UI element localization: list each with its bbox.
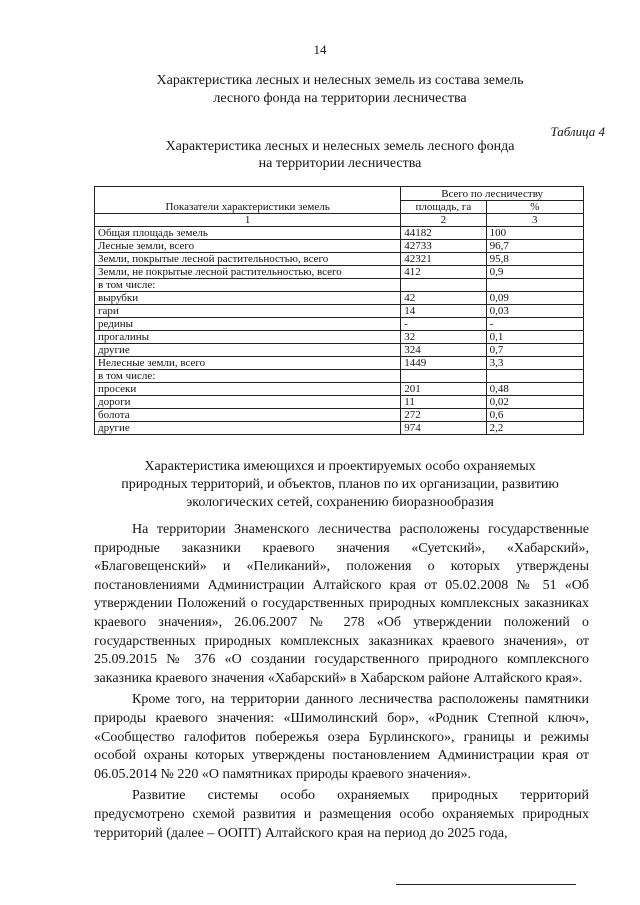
row-percent-cell: 0,03 bbox=[486, 305, 583, 318]
row-area-cell: 201 bbox=[401, 383, 486, 396]
row-area-cell: 1449 bbox=[401, 357, 486, 370]
row-name-cell: другие bbox=[95, 344, 401, 357]
row-name-cell: редины bbox=[95, 318, 401, 331]
page-number: 14 bbox=[313, 42, 327, 57]
row-area-cell: 974 bbox=[401, 422, 486, 435]
table-body bbox=[95, 227, 584, 435]
oopt-heading-line: природных территорий, и объектов, планов по их организации, развитию bbox=[121, 477, 559, 492]
row-percent-cell: 0,02 bbox=[486, 396, 583, 409]
paragraph: Развитие системы особо охраняемых природных территорий предусмотрено схемой развития и размещения особо охраняемых природных территорий (далее – ООПТ) Алтайского края на период до 2025 года, bbox=[94, 788, 589, 841]
table-row bbox=[95, 383, 584, 396]
row-percent-cell: 0,7 bbox=[486, 344, 583, 357]
row-area-cell: - bbox=[401, 318, 486, 331]
table-row bbox=[95, 292, 584, 305]
row-area-cell: 42321 bbox=[401, 253, 486, 266]
table-row bbox=[95, 357, 584, 370]
table-row bbox=[95, 227, 584, 240]
row-name-cell: Лесные земли, всего bbox=[95, 240, 401, 253]
table-row bbox=[95, 396, 584, 409]
row-name-cell: Земли, покрытые лесной растительностью, всего bbox=[95, 253, 401, 266]
paragraph: Кроме того, на территории данного лесничества расположены памятники природы краевого значения: «Шимолинский бор», «Родник Степной ключ», «Сообщество галофитов побережья озера Бурлинского», границы и режимы особой охраны которых утверждены постановлением Администрации края от 06.05.2014 № 220 «О памятниках природы краевого значения». bbox=[94, 692, 589, 782]
row-area-cell: 324 bbox=[401, 344, 486, 357]
row-percent-cell: 0,1 bbox=[486, 331, 583, 344]
row-area-cell bbox=[401, 370, 486, 383]
row-name-cell: вырубки bbox=[95, 292, 401, 305]
table-row bbox=[95, 331, 584, 344]
row-name-cell: просеки bbox=[95, 383, 401, 396]
row-name-cell: гари bbox=[95, 305, 401, 318]
row-name-cell: Общая площадь земель bbox=[95, 227, 401, 240]
table-row bbox=[95, 318, 584, 331]
table-row bbox=[95, 409, 584, 422]
row-name-cell: Земли, не покрытые лесной растительностью, всего bbox=[95, 266, 401, 279]
oopt-heading-line: экологических сетей, сохранению биоразнообразия bbox=[186, 495, 494, 510]
row-percent-cell: 3,3 bbox=[486, 357, 583, 370]
paragraph: На территории Знаменского лесничества расположены государственные природные заказники краевого значения «Суетский», «Хабарский», «Благовещенский» и «Пеликаний», положения о которых утверждены постановлениями Администрации Алтайского края от 05.02.2008 № 51 «Об утверждении Положений о государственных природных комплексных заказниках краевого значения», 26.06.2007 № 278 «Об утверждении положений о государственных природных комплексных заказниках краевого значения», от 25.09.2015 № 376 «О создании государственного природного комплексного заказника краевого значения «Хабарский» в Хабарском районе Алтайского края». bbox=[94, 522, 589, 686]
row-area-cell: 42733 bbox=[401, 240, 486, 253]
header-indicator: Показатели характеристики земель bbox=[95, 187, 401, 214]
row-area-cell: 11 bbox=[401, 396, 486, 409]
oopt-section-heading bbox=[110, 458, 570, 512]
table-title-line: Характеристика лесных и нелесных земель лесного фонда bbox=[165, 139, 515, 154]
row-area-cell: 42 bbox=[401, 292, 486, 305]
row-area-cell: 14 bbox=[401, 305, 486, 318]
row-name-cell: другие bbox=[95, 422, 401, 435]
footnote-divider bbox=[396, 884, 576, 885]
oopt-heading-line: Характеристика имеющихся и проектируемых особо охраняемых bbox=[144, 459, 536, 474]
row-name-cell: болота bbox=[95, 409, 401, 422]
table-title-line: на территории лесничества bbox=[258, 156, 422, 171]
row-area-cell: 32 bbox=[401, 331, 486, 344]
row-name-cell: дороги bbox=[95, 396, 401, 409]
row-percent-cell: 95,8 bbox=[486, 253, 583, 266]
row-percent-cell: 0,9 bbox=[486, 266, 583, 279]
row-percent-cell: 100 bbox=[486, 227, 583, 240]
row-name-cell: Нелесные земли, всего bbox=[95, 357, 401, 370]
table-row bbox=[95, 370, 584, 383]
header-area: площадь, га bbox=[401, 201, 486, 214]
section-heading-line: Характеристика лесных и нелесных земель из состава земель bbox=[156, 73, 524, 88]
row-name-cell: в том числе: bbox=[95, 370, 401, 383]
table-row bbox=[95, 266, 584, 279]
row-area-cell: 272 bbox=[401, 409, 486, 422]
row-percent-cell: 2,2 bbox=[486, 422, 583, 435]
section-heading-line: лесного фонда на территории лесничества bbox=[213, 91, 467, 106]
table-row bbox=[95, 305, 584, 318]
column-number: 3 bbox=[486, 214, 583, 227]
row-percent-cell: 0,48 bbox=[486, 383, 583, 396]
table-number-label: Таблица 4 bbox=[550, 124, 605, 139]
column-number: 2 bbox=[401, 214, 486, 227]
row-area-cell: 412 bbox=[401, 266, 486, 279]
row-area-cell bbox=[401, 279, 486, 292]
table-title bbox=[80, 138, 600, 172]
header-percent: % bbox=[486, 201, 583, 214]
row-area-cell: 44182 bbox=[401, 227, 486, 240]
table-row bbox=[95, 253, 584, 266]
row-percent-cell: 0,6 bbox=[486, 409, 583, 422]
row-percent-cell: 96,7 bbox=[486, 240, 583, 253]
table-row bbox=[95, 344, 584, 357]
row-percent-cell bbox=[486, 370, 583, 383]
header-total: Всего по лесничеству bbox=[401, 187, 584, 201]
column-number: 1 bbox=[95, 214, 401, 227]
row-percent-cell: 0,09 bbox=[486, 292, 583, 305]
row-percent-cell: - bbox=[486, 318, 583, 331]
row-name-cell: в том числе: bbox=[95, 279, 401, 292]
land-characteristics-table bbox=[94, 186, 584, 435]
table-row bbox=[95, 279, 584, 292]
body-text bbox=[94, 521, 589, 846]
row-name-cell: прогалины bbox=[95, 331, 401, 344]
table-row bbox=[95, 240, 584, 253]
row-percent-cell bbox=[486, 279, 583, 292]
table-row bbox=[95, 422, 584, 435]
section-heading bbox=[80, 72, 600, 108]
